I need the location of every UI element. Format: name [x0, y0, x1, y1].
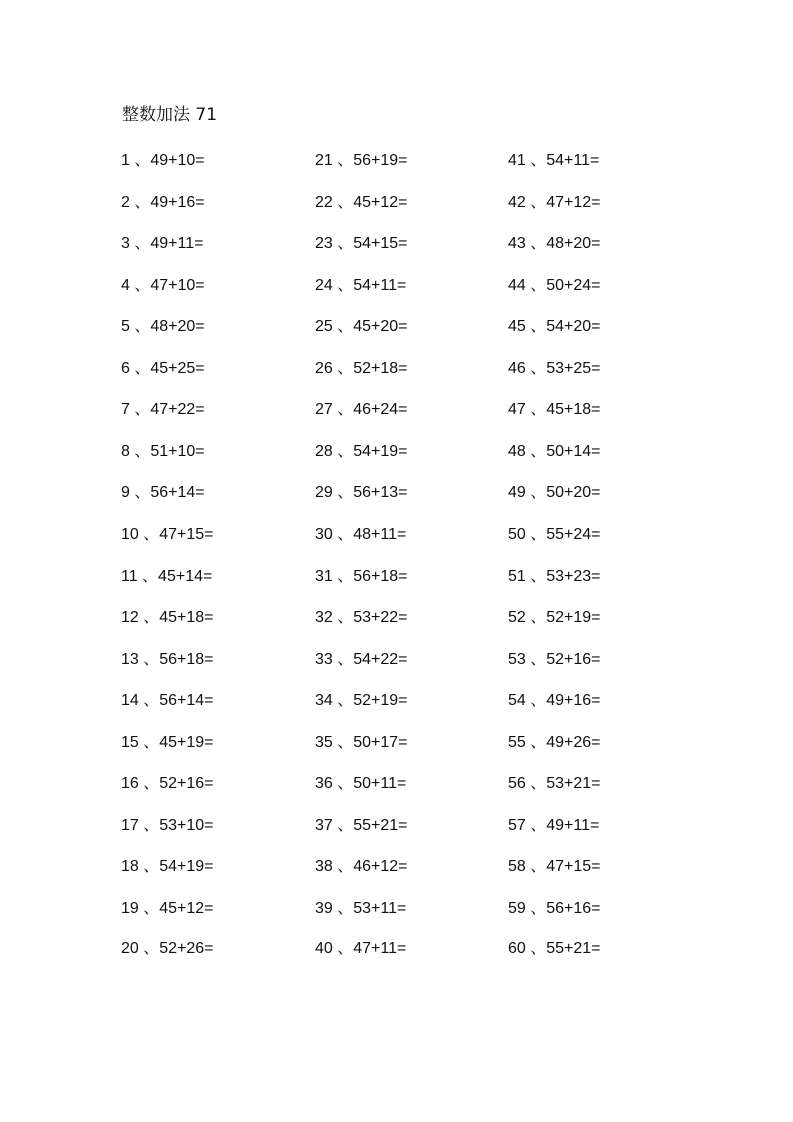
problem-item: 25 、45+20= — [315, 318, 408, 335]
problem-item: 9 、56+14= — [121, 484, 205, 501]
problem-item: 53 、52+16= — [508, 651, 601, 668]
problem-item: 60 、55+21= — [508, 940, 601, 957]
problem-item: 57 、49+11= — [508, 817, 600, 834]
problem-item: 42 、47+12= — [508, 194, 601, 211]
problem-item: 41 、54+11= — [508, 152, 600, 169]
problem-item: 59 、56+16= — [508, 900, 601, 917]
problem-item: 38 、46+12= — [315, 858, 408, 875]
problem-item: 21 、56+19= — [315, 152, 408, 169]
problem-item: 16 、52+16= — [121, 775, 214, 792]
problem-item: 51 、53+23= — [508, 568, 601, 585]
problem-item: 28 、54+19= — [315, 443, 408, 460]
problem-item: 32 、53+22= — [315, 609, 408, 626]
problem-item: 58 、47+15= — [508, 858, 601, 875]
problem-item: 24 、54+11= — [315, 277, 407, 294]
problem-item: 15 、45+19= — [121, 734, 214, 751]
problem-item: 20 、52+26= — [121, 940, 214, 957]
problem-item: 31 、56+18= — [315, 568, 408, 585]
problem-item: 10 、47+15= — [121, 526, 214, 543]
problem-item: 17 、53+10= — [121, 817, 214, 834]
problem-item: 35 、50+17= — [315, 734, 408, 751]
problem-item: 1 、49+10= — [121, 152, 205, 169]
problem-item: 43 、48+20= — [508, 235, 601, 252]
problem-item: 34 、52+19= — [315, 692, 408, 709]
problem-item: 39 、53+11= — [315, 900, 407, 917]
problem-item: 30 、48+11= — [315, 526, 407, 543]
problem-item: 2 、49+16= — [121, 194, 205, 211]
problem-item: 55 、49+26= — [508, 734, 601, 751]
problem-item: 19 、45+12= — [121, 900, 214, 917]
problem-item: 50 、55+24= — [508, 526, 601, 543]
problem-item: 3 、49+11= — [121, 235, 204, 252]
problem-item: 12 、45+18= — [121, 609, 214, 626]
problem-item: 22 、45+12= — [315, 194, 408, 211]
problem-item: 49 、50+20= — [508, 484, 601, 501]
problem-item: 14 、56+14= — [121, 692, 214, 709]
problem-item: 23 、54+15= — [315, 235, 408, 252]
problem-item: 7 、47+22= — [121, 401, 205, 418]
problem-item: 27 、46+24= — [315, 401, 408, 418]
page-title: 整数加法 71 — [122, 105, 218, 125]
problem-item: 47 、45+18= — [508, 401, 601, 418]
problem-item: 37 、55+21= — [315, 817, 408, 834]
problem-item: 48 、50+14= — [508, 443, 601, 460]
problem-item: 52 、52+19= — [508, 609, 601, 626]
problem-item: 6 、45+25= — [121, 360, 205, 377]
problem-item: 26 、52+18= — [315, 360, 408, 377]
problem-item: 54 、49+16= — [508, 692, 601, 709]
problem-item: 8 、51+10= — [121, 443, 205, 460]
problem-item: 4 、47+10= — [121, 277, 205, 294]
problem-item: 45 、54+20= — [508, 318, 601, 335]
problem-item: 46 、53+25= — [508, 360, 601, 377]
problem-item: 13 、56+18= — [121, 651, 214, 668]
problem-item: 36 、50+11= — [315, 775, 407, 792]
problem-item: 5 、48+20= — [121, 318, 205, 335]
problem-item: 56 、53+21= — [508, 775, 601, 792]
problem-item: 33 、54+22= — [315, 651, 408, 668]
problem-item: 40 、47+11= — [315, 940, 407, 957]
problem-item: 29 、56+13= — [315, 484, 408, 501]
problem-item: 18 、54+19= — [121, 858, 214, 875]
problem-item: 44 、50+24= — [508, 277, 601, 294]
problem-item: 11 、45+14= — [121, 568, 213, 585]
